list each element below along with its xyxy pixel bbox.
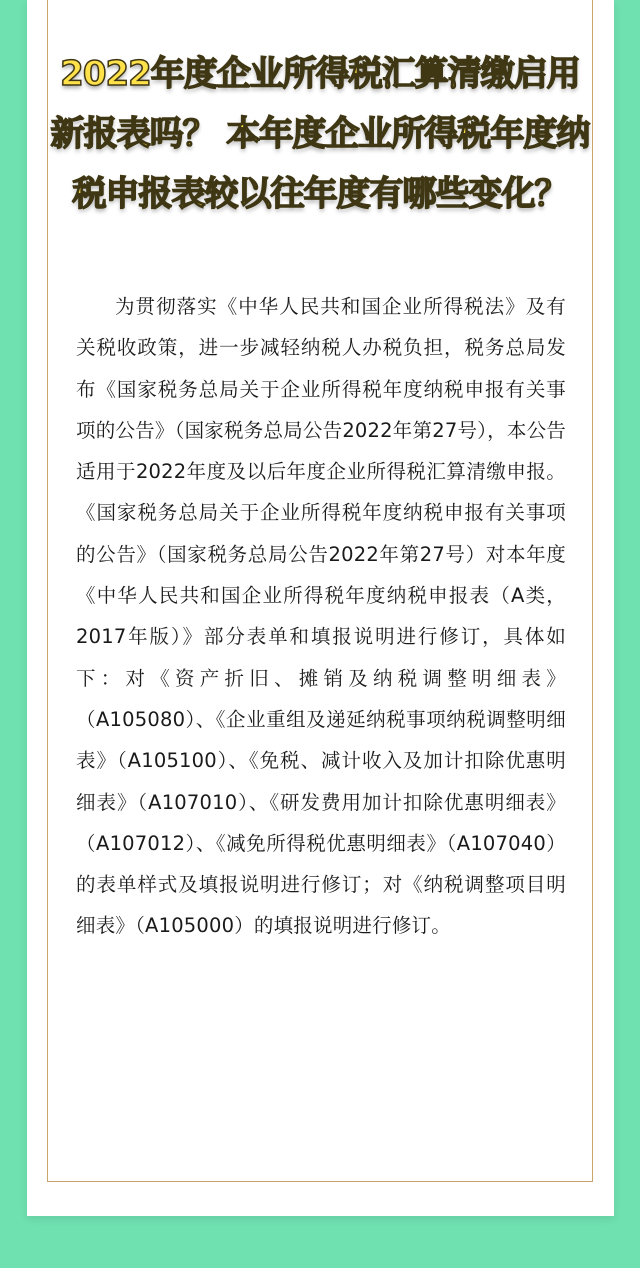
- article-title: 2022年度企业所得税汇算清缴启用新报表吗？ 本年度企业所得税年度纳税申报表较以往年度有哪些变化？: [50, 54, 590, 214]
- article-body: 为贯彻落实《中华人民共和国企业所得税法》及有关税收政策，进一步减轻纳税人办税负担，税务总局发布《国家税务总局关于企业所得税年度纳税申报有关事项的公告》（国家税务总局公告2022年第27号），本公告适用于2022年度及以后年度企业所得税汇算清缴申报。《国家税务总局关于企业所得税年度纳税申报有关事项的公告》（国家税务总局公告2022年第27号）对本年度《中华人民共和国企业所得税年度纳税申报表（A类，2017年版）》部分表单和填报说明进行修订，具体如下：对《资产折旧、摊销及纳税调整明细表》（A105080）、《企业重组及递延纳税事项纳税调整明细表》（A105100）、《免税、减计收入及加计扣除优惠明细表》（A107010）、《研发费用加计扣除优惠明细表》（A107012）、《减免所得税优惠明细表》（A107040）的表单样式及填报说明进行修订；对《纳税调整项目明细表》（A105000）的填报说明进行修订。: [76, 295, 566, 938]
